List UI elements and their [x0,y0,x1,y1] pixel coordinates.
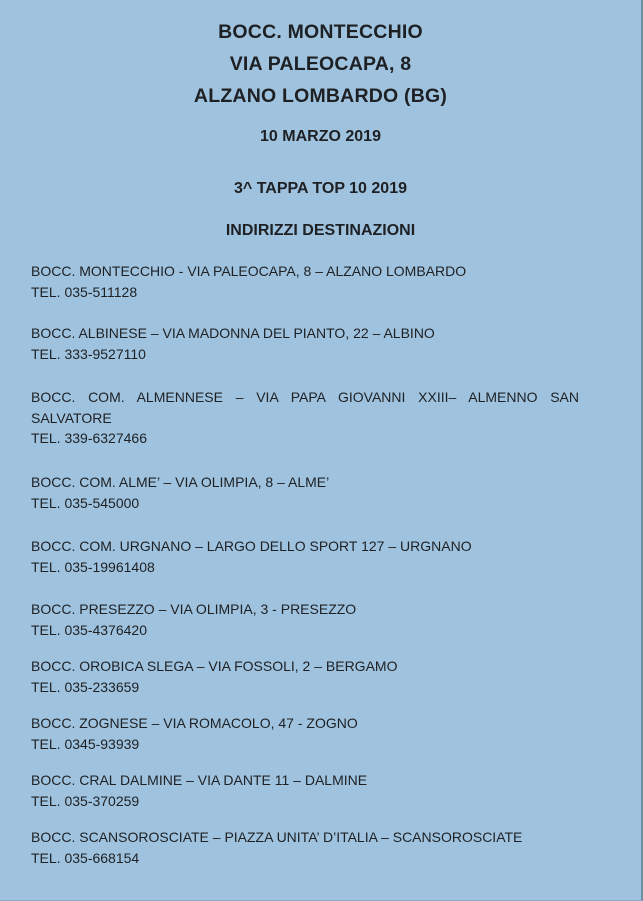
destination-name: BOCC. SCANSOROSCIATE – PIAZZA UNITA’ D’ITALIA – SCANSOROSCIATE [31,829,523,845]
destination-phone: TEL. 035-233659 [31,678,140,695]
destination-entry [31,827,579,868]
destination-entry [31,261,579,302]
destination-phone: TEL. 0345-93939 [31,735,140,752]
destination-entry [31,656,579,697]
destination-entry [31,713,579,754]
destination-phone: TEL. 333-9527110 [31,345,146,362]
destination-entry [31,599,579,640]
destination-entry [31,536,579,577]
destination-entry [31,323,579,364]
destination-entry [31,472,579,513]
club-name-heading: BOCC. MONTECCHIO [218,21,423,43]
destination-phone: TEL. 035-4376420 [31,621,147,638]
destination-phone: TEL. 339-6327466 [31,430,147,446]
destination-name: BOCC. PRESEZZO – VIA OLIMPIA, 3 - PRESEZZO [31,601,357,617]
event-date: 10 MARZO 2019 [260,128,381,145]
destination-phone: TEL. 035-511128 [31,283,138,300]
club-address-heading: VIA PALEOCAPA, 8 [229,53,412,75]
destination-phone: TEL. 035-19961408 [31,558,155,575]
destination-name: BOCC. OROBICA SLEGA – VIA FOSSOLI, 2 – BERGAMO [31,658,398,674]
destination-phone: TEL. 035-668154 [31,849,140,866]
destination-name: BOCC. COM. URGNANO – LARGO DELLO SPORT 127 – URGNANO [31,538,472,554]
destination-name: BOCC. CRAL DALMINE – VIA DANTE 11 – DALMINE [31,772,368,788]
destination-name: BOCC. COM. ALME’ – VIA OLIMPIA, 8 – ALME’ [31,474,330,490]
destination-name: BOCC. ZOGNESE – VIA ROMACOLO, 47 - ZOGNO [31,715,358,731]
destination-name: BOCC. MONTECCHIO - VIA PALEOCAPA, 8 – ALZANO LOMBARDO [31,263,467,279]
club-city-heading: ALZANO LOMBARDO (BG) [193,85,448,107]
destination-phone: TEL. 035-370259 [31,792,140,809]
destination-name: BOCC. COM. ALMENNESE – VIA PAPA GIOVANNI XXIII– ALMENNO SAN SALVATORE [31,389,579,426]
destination-entry [31,387,579,449]
destination-entry [31,770,579,811]
destination-name: BOCC. ALBINESE – VIA MADONNA DEL PIANTO, 22 – ALBINO [31,325,435,341]
section-title: INDIRIZZI DESTINAZIONI [225,222,416,239]
stage-title: 3^ TAPPA TOP 10 2019 [234,180,407,197]
destination-phone: TEL. 035-545000 [31,494,140,511]
